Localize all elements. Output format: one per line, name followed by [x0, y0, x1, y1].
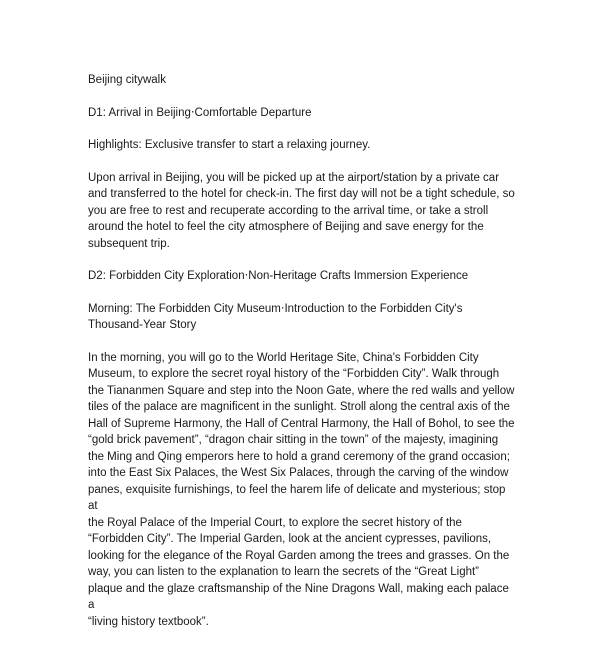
- day1-body: Upon arrival in Beijing, you will be picked up at the airport/station by a private car and transferred to the hotel for check-in. The first day will not be a tight schedule, so you are free to rest and recuperate according to the arrival time, or take a stroll around the hotel to feel the city atmosphere of Beijing and save energy for the subsequent trip.: [88, 171, 515, 250]
- day2-heading: D2: Forbidden City Exploration‧Non-Heritage Crafts Immersion Experience: [88, 270, 469, 282]
- document-content: [88, 72, 518, 646]
- day1-heading: D1: Arrival in Beijing‧Comfortable Departure: [88, 106, 312, 119]
- document-title: Beijing citywalk: [88, 74, 166, 86]
- day1-highlights: Highlights: Exclusive transfer to start a relaxing journey.: [88, 139, 371, 151]
- day2-morning-heading: Morning: The Forbidden City Museum‧Introduction to the Forbidden City's Thousand-Year Story: [88, 302, 463, 331]
- day2-body: In the morning, you will go to the World Heritage Site, China's Forbidden City Museum, to explore the secret royal history of the “Forbidden City”. Walk through the Tiananmen Square and step into the Noon Gate, where the red walls and yellow tiles of the palace are magnificent in the sunlight. Stroll along the central axis of the Hall of Supreme Harmony, the Hall of Central Harmony, the Hall of Bohol, to see the “gold brick pavement”, “dragon chair sitting in the town” of the majesty, imagining the Ming and Qing emperors here to hold a grand ceremony of the grand occasion; into the East Six Palaces, the West Six Palaces, through the carving of the window panes, exquisite furnishings, to feel the harem life of delicate and mysterious; stop at the Royal Palace of the Imperial Court, to explore the secret history of the “Forbidden City”. The Imperial Garden, look at the ancient cypresses, pavilions, looking for the elegance of the Royal Garden among the trees and grasses. On the way, you can listen to the explanation to learn the secrets of the “Great Light” plaque and the glaze craftsmanship of the Nine Dragons Wall, making each palace a “living history textbook”.: [88, 351, 515, 628]
